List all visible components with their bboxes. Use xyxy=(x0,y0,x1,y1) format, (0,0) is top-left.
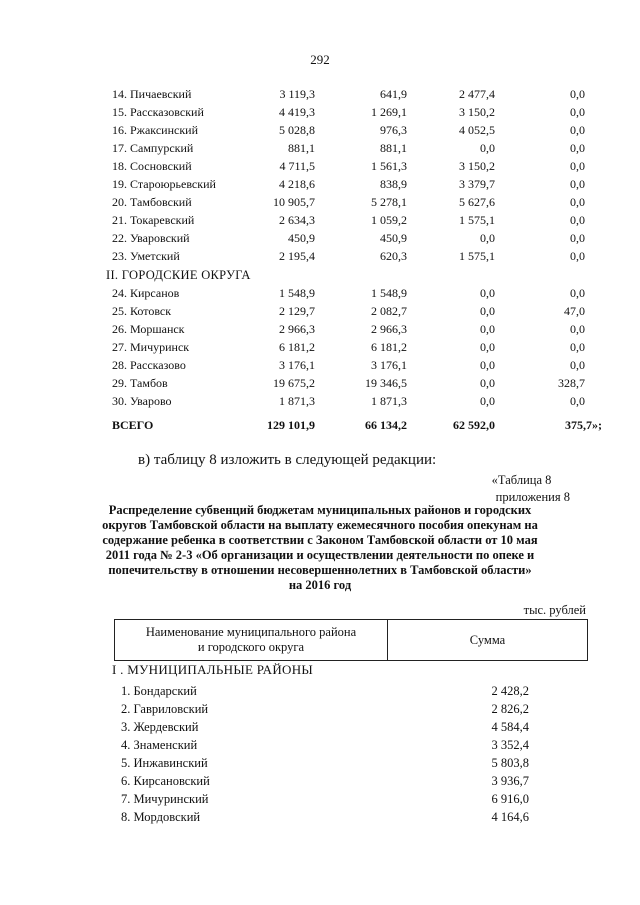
table-row xyxy=(0,195,640,213)
title-line: 2011 года № 2-3 «Об организации и осуществлении деятельности по опеке и xyxy=(105,548,535,562)
row-value-3: 2 477,4 xyxy=(459,87,495,101)
row-sum: 4 164,6 xyxy=(491,810,529,824)
row-value-1: 6 181,2 xyxy=(279,340,315,354)
table-row xyxy=(0,231,640,249)
table-row xyxy=(0,159,640,177)
row-value-3: 0,0 xyxy=(480,340,495,354)
row-value-1: 2 195,4 xyxy=(279,249,315,263)
row-value-1: 1 548,9 xyxy=(279,286,315,300)
title-line: попечительству в отношении несовершеннолетних в Тамбовской области» xyxy=(108,563,532,577)
row-value-4: 0,0 xyxy=(570,322,585,336)
row-name: 20. Тамбовский xyxy=(112,195,192,209)
table-row xyxy=(0,87,640,105)
table-row xyxy=(0,141,640,159)
row-name: 22. Уваровский xyxy=(112,231,190,245)
row-value-4: 0,0 xyxy=(570,340,585,354)
row-value-1: 10 905,7 xyxy=(273,195,315,209)
row-value-3: 0,0 xyxy=(480,231,495,245)
row-sum: 3 352,4 xyxy=(491,738,529,752)
table-row xyxy=(0,792,640,810)
row-name: 23. Уметский xyxy=(112,249,180,263)
row-value-3: 3 150,2 xyxy=(459,159,495,173)
row-value-4: 47,0 xyxy=(564,304,585,318)
row-sum: 2 428,2 xyxy=(491,684,529,698)
row-value-2: 838,9 xyxy=(380,177,407,191)
row-name: 14. Пичаевский xyxy=(112,87,192,101)
row-value-4: 328,7 xyxy=(558,376,585,390)
row-value-4: 0,0 xyxy=(570,123,585,137)
row-value-4: 0,0 xyxy=(570,358,585,372)
row-value-2: 881,1 xyxy=(380,141,407,155)
table-row xyxy=(0,358,640,376)
row-name: 24. Кирсанов xyxy=(112,286,180,300)
row-value-2: 1 269,1 xyxy=(371,105,407,119)
row-value-2: 1 059,2 xyxy=(371,213,407,227)
row-value-3: 0,0 xyxy=(480,394,495,408)
table-row xyxy=(0,394,640,412)
row-value-1: 1 871,3 xyxy=(279,394,315,408)
row-sum: 5 803,8 xyxy=(491,756,529,770)
table-row xyxy=(0,213,640,231)
row-value-2: 620,3 xyxy=(380,249,407,263)
table-row xyxy=(0,720,640,738)
table-row xyxy=(0,376,640,394)
title-line: Распределение субвенций бюджетам муниципальных районов и городских xyxy=(108,503,532,517)
row-name: 7. Мичуринский xyxy=(121,792,209,806)
row-name: 5. Инжавинский xyxy=(121,756,208,770)
total-value-4: 375,7»; xyxy=(565,418,602,432)
row-value-4: 0,0 xyxy=(570,177,585,191)
table-row xyxy=(0,340,640,358)
header-sum-column: Сумма xyxy=(469,632,506,647)
total-value-2: 66 134,2 xyxy=(365,418,407,432)
row-value-3: 0,0 xyxy=(480,141,495,155)
row-value-4: 0,0 xyxy=(570,159,585,173)
total-value-3: 62 592,0 xyxy=(453,418,495,432)
row-value-4: 0,0 xyxy=(570,394,585,408)
row-name: 30. Уварово xyxy=(112,394,172,408)
row-name: 8. Мордовский xyxy=(121,810,201,824)
title-line: содержание ребенка в соответствии с Законом Тамбовской области от 10 мая xyxy=(102,533,538,547)
row-value-4: 0,0 xyxy=(570,286,585,300)
row-value-2: 1 548,9 xyxy=(371,286,407,300)
row-value-1: 2 966,3 xyxy=(279,322,315,336)
row-name: 15. Рассказовский xyxy=(112,105,204,119)
header-name-line-2: и городского округа xyxy=(197,640,305,654)
section-heading-municipal-districts: I . МУНИЦИПАЛЬНЫЕ РАЙОНЫ xyxy=(112,662,314,677)
row-value-1: 19 675,2 xyxy=(273,376,315,390)
row-value-2: 2 082,7 xyxy=(371,304,407,318)
table-row xyxy=(0,304,640,322)
total-label: ВСЕГО xyxy=(112,418,154,432)
row-name: 26. Моршанск xyxy=(112,322,185,336)
table-row xyxy=(0,810,640,828)
row-name: 1. Бондарский xyxy=(121,684,197,698)
row-value-2: 1 561,3 xyxy=(371,159,407,173)
row-value-1: 4 419,3 xyxy=(279,105,315,119)
row-value-4: 0,0 xyxy=(570,105,585,119)
table-row xyxy=(0,684,640,702)
row-value-1: 2 634,3 xyxy=(279,213,315,227)
row-name: 21. Токаревский xyxy=(112,213,195,227)
row-value-3: 1 575,1 xyxy=(459,249,495,263)
row-value-1: 4 711,5 xyxy=(279,159,315,173)
row-name: 28. Рассказово xyxy=(112,358,186,372)
row-name: 3. Жердевский xyxy=(121,720,199,734)
table-header xyxy=(114,619,588,661)
row-value-3: 0,0 xyxy=(480,304,495,318)
units-label: тыс. рублей xyxy=(523,603,586,617)
row-value-1: 3 119,3 xyxy=(279,87,315,101)
page-number: 292 xyxy=(310,52,330,67)
section-heading-city-districts: II. ГОРОДСКИЕ ОКРУГА xyxy=(106,268,251,282)
row-name: 18. Сосновский xyxy=(112,159,192,173)
row-value-2: 6 181,2 xyxy=(371,340,407,354)
row-sum: 3 936,7 xyxy=(491,774,529,788)
row-name: 2. Гавриловский xyxy=(121,702,209,716)
header-name-column xyxy=(115,620,388,660)
table-row xyxy=(0,322,640,340)
total-value-1: 129 101,9 xyxy=(267,418,315,432)
note-line-1: «Таблица 8 xyxy=(491,473,552,487)
row-name: 25. Котовск xyxy=(112,304,172,318)
row-value-2: 5 278,1 xyxy=(371,195,407,209)
table-note xyxy=(492,472,570,506)
row-sum: 6 916,0 xyxy=(491,792,529,806)
table-row xyxy=(0,123,640,141)
row-value-3: 0,0 xyxy=(480,322,495,336)
row-value-1: 3 176,1 xyxy=(279,358,315,372)
row-value-3: 4 052,5 xyxy=(459,123,495,137)
table-row xyxy=(0,286,640,304)
note-line-2: приложения 8 xyxy=(495,490,570,504)
table-row xyxy=(0,774,640,792)
table-row xyxy=(0,756,640,774)
row-value-2: 19 346,5 xyxy=(365,376,407,390)
row-value-2: 3 176,1 xyxy=(371,358,407,372)
row-name: 16. Ржаксинский xyxy=(112,123,198,137)
title-line: округов Тамбовской области на выплату ежемесячного пособия опекунам на xyxy=(102,518,538,532)
table-row xyxy=(0,702,640,720)
table-row xyxy=(0,249,640,267)
row-value-3: 1 575,1 xyxy=(459,213,495,227)
row-value-2: 976,3 xyxy=(380,123,407,137)
row-value-1: 450,9 xyxy=(288,231,315,245)
row-sum: 2 826,2 xyxy=(491,702,529,716)
row-value-4: 0,0 xyxy=(570,249,585,263)
row-value-2: 641,9 xyxy=(380,87,407,101)
row-name: 19. Староюрьевский xyxy=(112,177,216,191)
row-value-3: 5 627,6 xyxy=(459,195,495,209)
title-line: на 2016 год xyxy=(288,578,352,592)
row-name: 4. Знаменский xyxy=(121,738,198,752)
total-row xyxy=(0,418,640,436)
row-value-4: 0,0 xyxy=(570,231,585,245)
header-name-line-1: Наименование муниципального района xyxy=(145,625,357,639)
row-value-3: 3 150,2 xyxy=(459,105,495,119)
row-value-1: 4 218,6 xyxy=(279,177,315,191)
table-row xyxy=(0,105,640,123)
row-value-1: 5 028,8 xyxy=(279,123,315,137)
row-value-3: 3 379,7 xyxy=(459,177,495,191)
table-row xyxy=(0,177,640,195)
row-value-4: 0,0 xyxy=(570,141,585,155)
row-name: 29. Тамбов xyxy=(112,376,168,390)
instruction-text: в) таблицу 8 изложить в следующей редакции: xyxy=(138,452,437,468)
table-title xyxy=(100,503,540,593)
row-value-2: 1 871,3 xyxy=(371,394,407,408)
table-row xyxy=(0,738,640,756)
row-name: 6. Кирсановский xyxy=(121,774,210,788)
row-value-2: 450,9 xyxy=(380,231,407,245)
row-value-4: 0,0 xyxy=(570,195,585,209)
row-name: 17. Сампурский xyxy=(112,141,194,155)
row-name: 27. Мичуринск xyxy=(112,340,190,354)
row-value-3: 0,0 xyxy=(480,376,495,390)
row-value-4: 0,0 xyxy=(570,87,585,101)
row-value-2: 2 966,3 xyxy=(371,322,407,336)
row-value-3: 0,0 xyxy=(480,286,495,300)
row-value-3: 0,0 xyxy=(480,358,495,372)
row-value-1: 881,1 xyxy=(288,141,315,155)
row-value-1: 2 129,7 xyxy=(279,304,315,318)
row-sum: 4 584,4 xyxy=(491,720,529,734)
row-value-4: 0,0 xyxy=(570,213,585,227)
